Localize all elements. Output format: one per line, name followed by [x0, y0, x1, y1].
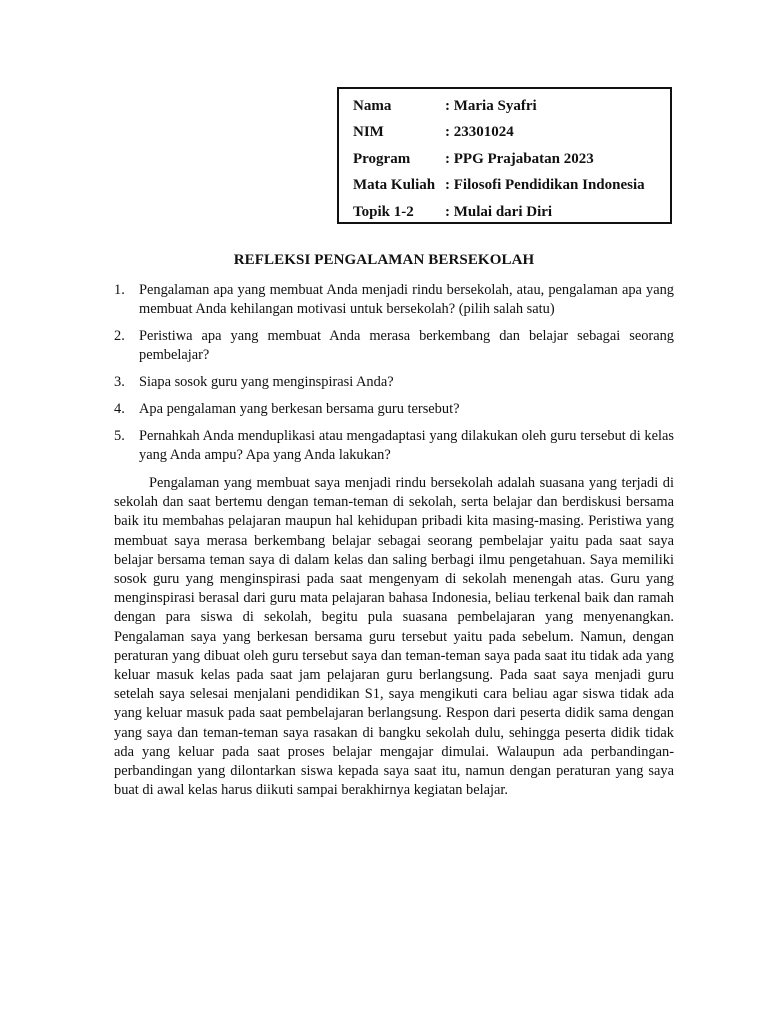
question-item — [114, 373, 674, 392]
question-number: 3. — [114, 374, 125, 390]
question-item — [114, 427, 674, 465]
info-value: : Mulai dari Diri — [445, 203, 553, 220]
info-row-topic — [353, 199, 670, 226]
question-text: Pernahkah Anda menduplikasi atau mengadaptasi yang dilakukan oleh guru tersebut di kelas yang Anda ampu? Apa yang Anda lakukan? — [139, 428, 674, 463]
document-title: REFLEKSI PENGALAMAN BERSEKOLAH — [233, 252, 535, 268]
info-row-course — [353, 173, 670, 200]
question-item — [114, 327, 674, 365]
info-row-name — [353, 93, 670, 120]
question-number: 2. — [114, 328, 125, 344]
question-text: Pengalaman apa yang membuat Anda menjadi rindu bersekolah, atau, pengalaman apa yang membuat Anda kehilangan motivasi untuk bersekolah? (pilih salah satu) — [139, 282, 674, 317]
question-list — [114, 281, 674, 473]
info-label: NIM — [353, 124, 384, 141]
question-number: 5. — [114, 428, 125, 444]
question-number: 1. — [114, 282, 125, 298]
question-text: Siapa sosok guru yang menginspirasi Anda? — [139, 374, 394, 390]
question-number: 4. — [114, 401, 125, 417]
info-value: : Filosofi Pendidikan Indonesia — [445, 177, 645, 194]
question-text: Peristiwa apa yang membuat Anda merasa berkembang dan belajar sebagai seorang pembelajar? — [139, 328, 674, 363]
info-label: Topik 1-2 — [353, 203, 414, 220]
question-item — [114, 281, 674, 319]
question-item — [114, 400, 674, 419]
info-label: Mata Kuliah — [353, 177, 436, 194]
question-text: Apa pengalaman yang berkesan bersama guru tersebut? — [139, 401, 460, 417]
info-value: : 23301024 — [445, 124, 514, 141]
student-info-box — [337, 87, 672, 224]
info-row-program — [353, 146, 670, 173]
answer-paragraph: Pengalaman yang membuat saya menjadi rindu bersekolah adalah suasana yang terjadi di sekolah dan saat bertemu dengan teman-teman di sekolah, serta belajar dan berdiskusi bersama baik itu membahas pelajaran maupun hal kehidupan pribadi kita masing-masing. Peristiwa yang membuat saya merasa berkembang belajar sebagai seorang pembelajar yaitu pada saat saya belajar bersama teman saya di dalam kelas dan saling berbagi ilmu pengetahuan. Saya memiliki sosok guru yang menginspirasi pada saat mengenyam di sekolah menengah atas. Guru yang menginspirasi berasal dari guru mata pelajaran bahasa Indonesia, beliau terkenal baik dan ramah dengan para siswa di sekolah, begitu pula suasana pembelajaran yang menyenangkan. Pengalaman saya yang berkesan bersama guru tersebut yaitu pada sebelum. Namun, dengan peraturan yang dibuat oleh guru tersebut saya dan teman-teman saya pada saat itu tidak ada yang keluar masuk kelas pada saat jam pelajaran guru berlangsung. Pada saat saya menjadi guru setelah saya selesai menjalani pendidikan S1, saya mengikuti cara beliau agar siswa tidak ada yang keluar masuk pada saat pembelajaran berlangsung. Respon dari peserta didik sama dengan yang saya dan teman-teman saya rasakan di bangku sekolah dulu, sehingga peserta didik tidak ada yang keluar pada saat proses belajar mengajar dimulai. Walaupun ada perbandingan-perbandingan yang dilontarkan siswa kepada saya saat itu, namun dengan peraturan yang saya buat di awal kelas harus diikuti sampai berakhirnya kegiatan belajar. — [114, 475, 674, 799]
info-label: Program — [353, 150, 411, 167]
info-label: Nama — [353, 97, 392, 114]
info-value: : Maria Syafri — [445, 97, 537, 114]
info-row-nim — [353, 120, 670, 147]
info-value: : PPG Prajabatan 2023 — [445, 150, 594, 167]
